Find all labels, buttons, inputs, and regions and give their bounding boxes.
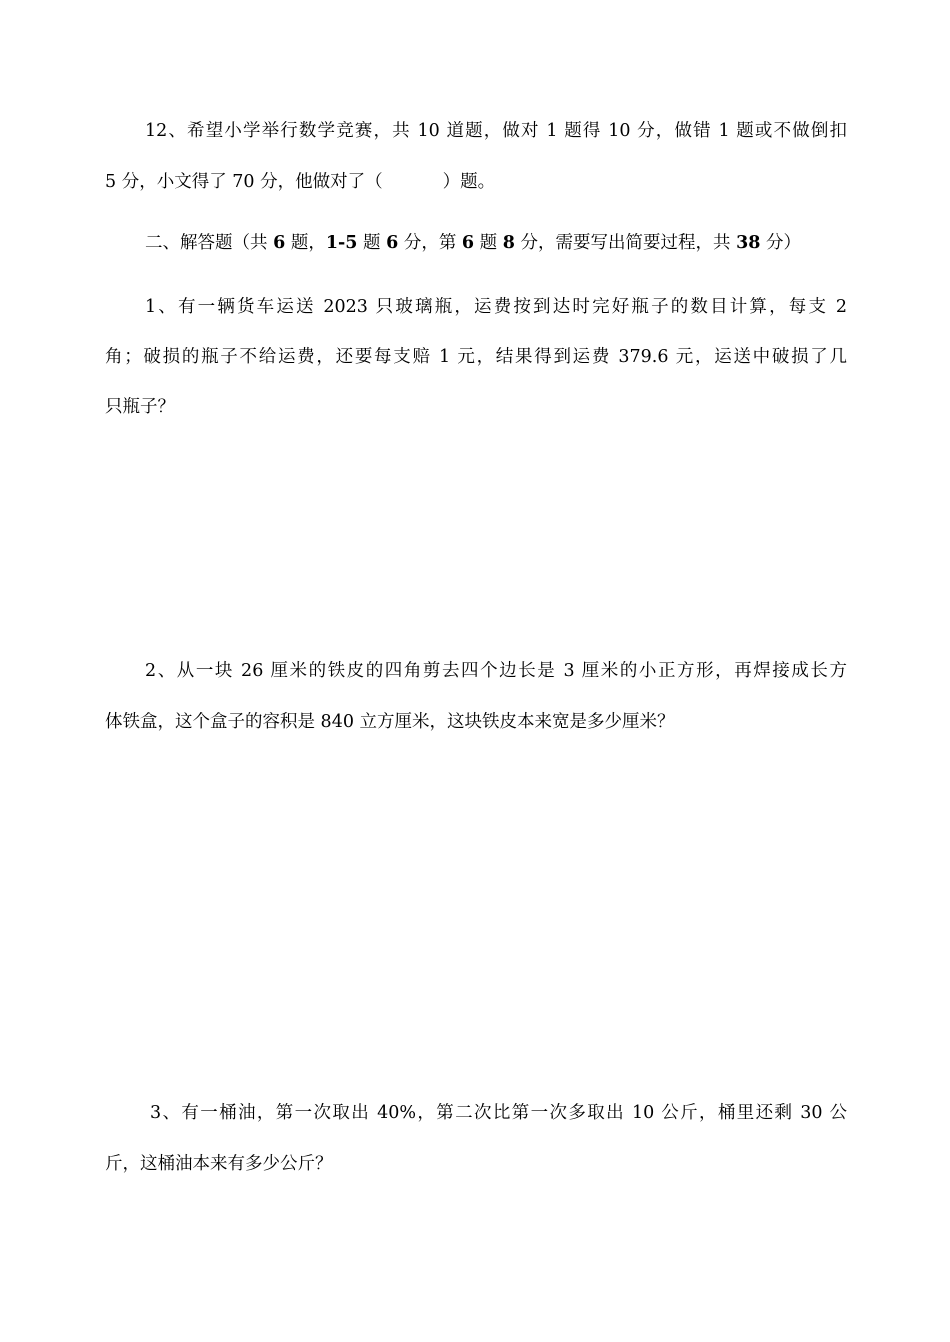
section-heading-text: 题 (357, 233, 387, 253)
section-heading-bold: 6 (386, 233, 399, 253)
section-heading-text: 分，第 (398, 233, 462, 253)
problem-2-line-2: 体铁盒，这个盒子的容积是 840 立方厘米，这块铁皮本来宽是多少厘米？ (105, 712, 675, 732)
question-12-text-before-blank: 5 分，小文得了 70 分，他做对了（ (105, 172, 383, 192)
section-heading-text: 分，需要写出简要过程，共 (514, 233, 737, 253)
section-two-heading (145, 231, 847, 255)
section-heading-bold: 6 (273, 233, 286, 253)
problem-1-line-2: 角；破损的瓶子不给运费，还要每支赔 1 元，结果得到运费 379.6 元，运送中破损了几 (105, 347, 847, 367)
problem-1-line-1: 1、有一辆货车运送 2023 只玻璃瓶，运费按到达时完好瓶子的数目计算，每支 2 (145, 297, 847, 317)
section-heading-text: 分） (760, 233, 801, 253)
section-heading-text: 题 (474, 233, 503, 253)
question-12-line-1: 12、希望小学举行数学竞赛，共 10 道题，做对 1 题得 10 分，做错 1 题或不做倒扣 (145, 121, 847, 141)
section-heading-bold: 1-5 (325, 233, 358, 253)
section-heading-bold: 38 (736, 233, 761, 253)
section-heading-bold: 6 (461, 233, 475, 253)
section-heading-text: 题， (285, 233, 326, 253)
section-heading-text: 二、解答题（共 (145, 233, 274, 253)
problem-3-line-1: 3、有一桶油，第一次取出 40%，第二次比第一次多取出 10 公斤，桶里还剩 30 公 (150, 1103, 847, 1123)
question-12-text-after-blank: ）题。 (442, 172, 496, 192)
section-heading-bold: 8 (502, 233, 515, 253)
question-12-line-2 (105, 170, 847, 194)
problem-3-line-2: 斤，这桶油本来有多少公斤？ (105, 1154, 333, 1174)
problem-1-line-3: 只瓶子？ (105, 397, 175, 417)
problem-2-line-1: 2、从一块 26 厘米的铁皮的四角剪去四个边长是 3 厘米的小正方形，再焊接成长方 (145, 661, 847, 681)
